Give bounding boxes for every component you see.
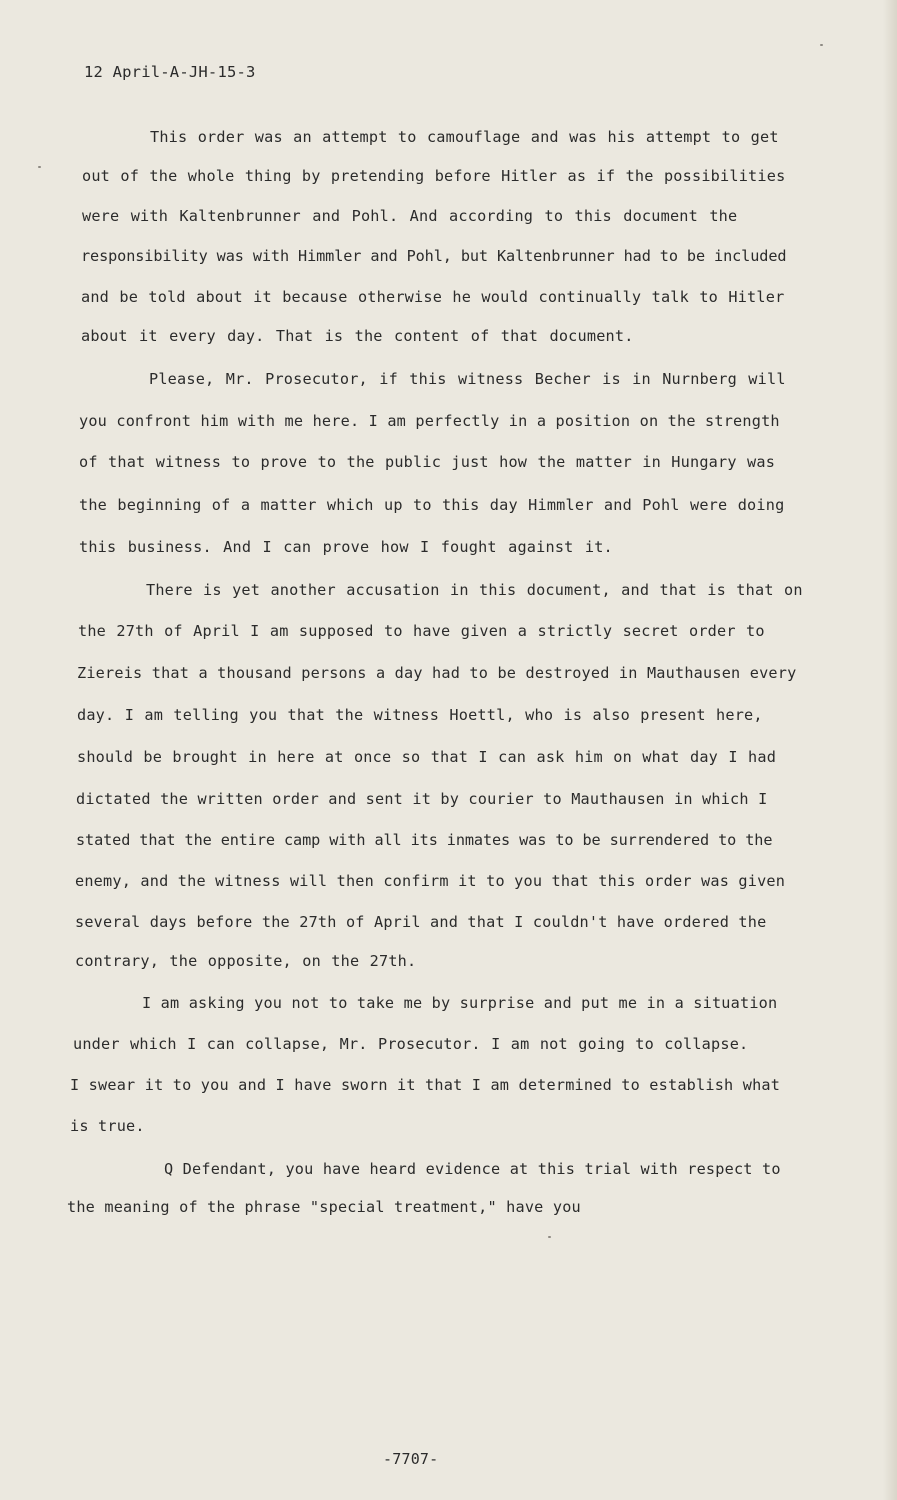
body-line: you confront him with me here. I am perfectly in a position on the strength xyxy=(79,412,780,430)
body-line: is true. xyxy=(70,1117,145,1135)
body-line: day. I am telling you that the witness Hoettl, who is also present here, xyxy=(77,706,763,724)
body-line: should be brought in here at once so that I can ask him on what day I had xyxy=(77,748,777,766)
body-line: Ziereis that a thousand persons a day had to be destroyed in Mauthausen every xyxy=(77,664,797,682)
body-line: the beginning of a matter which up to this day Himmler and Pohl were doing xyxy=(79,496,785,514)
body-line: several days before the 27th of April and that I couldn't have ordered the xyxy=(75,913,767,931)
body-line: I swear it to you and I have sworn it that I am determined to establish what xyxy=(70,1076,781,1094)
body-line: I am asking you not to take me by surprise and put me in a situation xyxy=(142,994,778,1012)
body-line: under which I can collapse, Mr. Prosecutor. I am not going to collapse. xyxy=(73,1035,749,1053)
body-line: Please, Mr. Prosecutor, if this witness Becher is in Nurnberg will xyxy=(149,370,786,388)
body-line: This order was an attempt to camouflage and was his attempt to get xyxy=(150,128,779,146)
body-line: this business. And I can prove how I fought against it. xyxy=(79,538,613,556)
body-line: enemy, and the witness will then confirm it to you that this order was given xyxy=(75,872,786,890)
page-edge-shadow xyxy=(883,0,897,1500)
body-line: Q Defendant, you have heard evidence at this trial with respect to xyxy=(164,1160,781,1178)
body-line: the meaning of the phrase "special treatment," have you xyxy=(67,1198,581,1216)
document-reference: 12 April-A-JH-15-3 xyxy=(84,63,256,81)
body-line: and be told about it because otherwise he would continually talk to Hitler xyxy=(81,288,785,306)
paper-speck xyxy=(820,44,823,46)
body-line: about it every day. That is the content of that document. xyxy=(81,327,634,345)
body-line: contrary, the opposite, on the 27th. xyxy=(75,952,417,970)
paper-speck xyxy=(548,1236,551,1238)
page-number: -7707- xyxy=(383,1450,439,1468)
body-line: responsibility was with Himmler and Pohl, but Kaltenbrunner had to be included xyxy=(81,247,787,265)
body-line: dictated the written order and sent it by courier to Mauthausen in which I xyxy=(76,790,768,808)
body-line: stated that the entire camp with all its inmates was to be surrendered to the xyxy=(76,831,773,849)
body-line: were with Kaltenbrunner and Pohl. And according to this document the xyxy=(82,207,738,225)
paper-speck xyxy=(38,166,41,168)
body-line: of that witness to prove to the public just how the matter in Hungary was xyxy=(79,453,776,471)
body-line: the 27th of April I am supposed to have given a strictly secret order to xyxy=(78,622,765,640)
body-line: There is yet another accusation in this document, and that is that on xyxy=(146,581,803,599)
body-line: out of the whole thing by pretending before Hitler as if the possibilities xyxy=(82,167,786,185)
